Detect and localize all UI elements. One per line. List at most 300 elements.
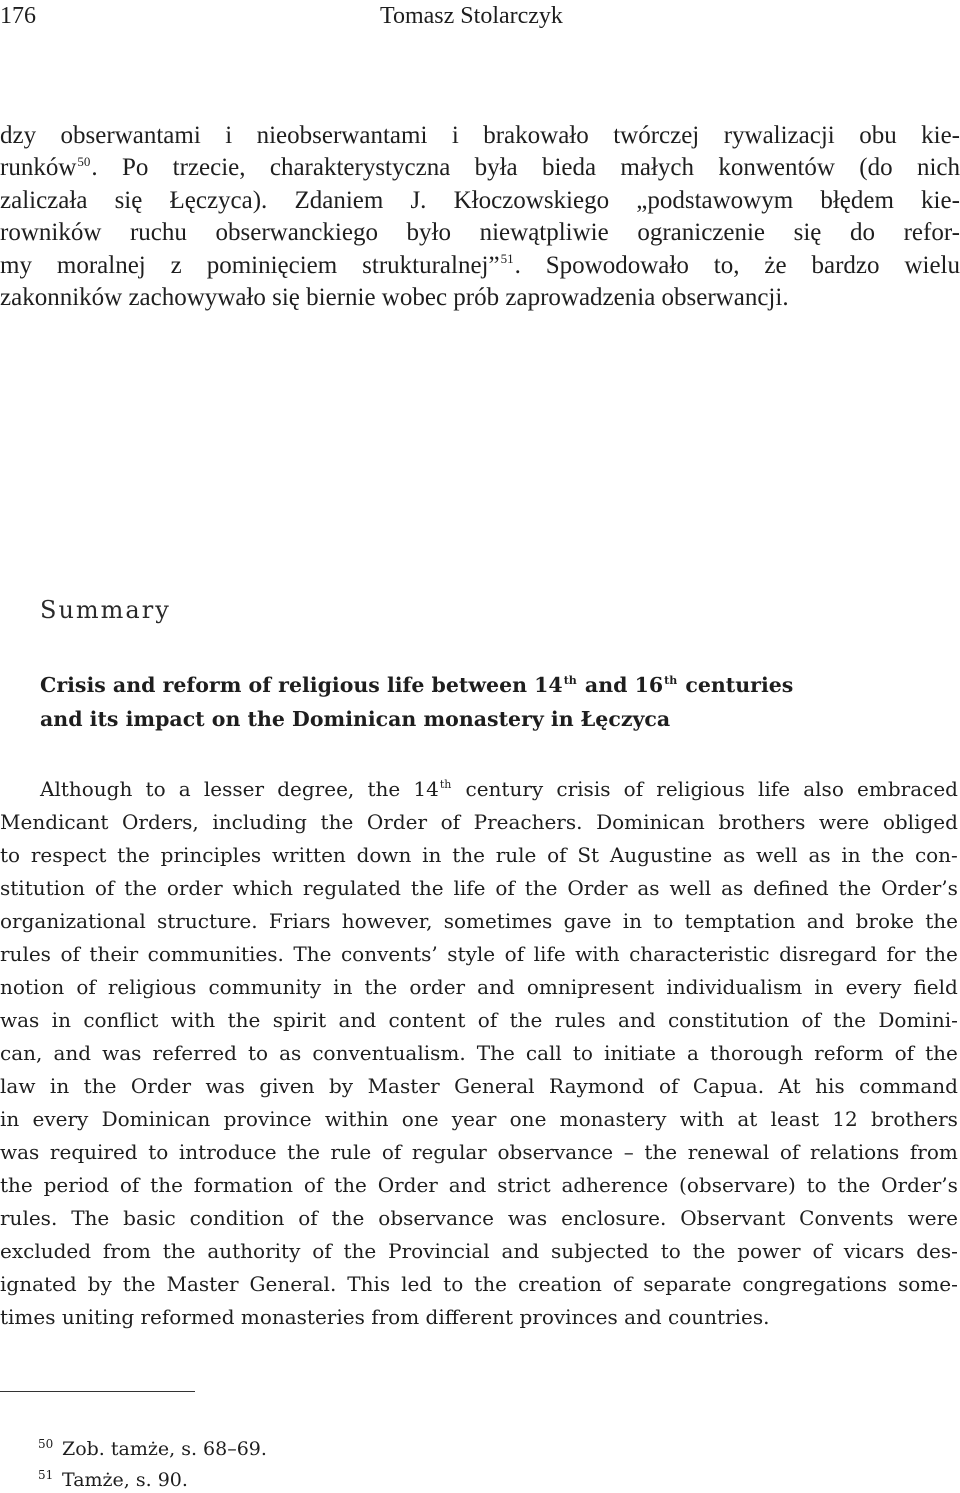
word <box>33 1103 89 1136</box>
word <box>452 1103 497 1136</box>
word-text: the <box>452 843 485 867</box>
word-text: rules <box>0 942 51 966</box>
word <box>527 971 655 1004</box>
word <box>480 217 609 249</box>
word <box>224 1103 312 1136</box>
word <box>643 1268 731 1301</box>
word <box>668 1004 789 1037</box>
word-text: was <box>0 1140 40 1164</box>
word-text: degree, <box>277 777 355 801</box>
word <box>556 773 610 806</box>
word <box>916 1235 958 1268</box>
word <box>908 1202 958 1235</box>
word <box>0 1301 770 1334</box>
word <box>801 1004 820 1037</box>
word-text: the <box>925 1041 958 1065</box>
word-text: of <box>60 942 80 966</box>
word-text: runków <box>0 154 77 182</box>
word-text: Domini- <box>878 1008 958 1032</box>
word-text: obserwanckiego <box>215 219 378 247</box>
word-text: Mendicant <box>0 810 109 834</box>
word-text: . <box>514 251 521 279</box>
word-text: by <box>329 1074 354 1098</box>
word <box>497 1169 551 1202</box>
word-text: the <box>343 1239 377 1263</box>
word <box>269 905 331 938</box>
word <box>483 120 589 152</box>
word-text: the <box>150 1173 183 1197</box>
word-text: of <box>894 1041 915 1065</box>
word <box>333 971 352 1004</box>
word-text: convents’ <box>340 942 438 966</box>
word-text: basic <box>123 1206 176 1230</box>
word <box>50 1070 69 1103</box>
word <box>321 806 354 839</box>
word <box>857 773 958 806</box>
word <box>693 1070 764 1103</box>
word-text: The <box>293 942 332 966</box>
word <box>839 872 872 905</box>
word-text: individualism <box>666 975 803 999</box>
word <box>441 806 460 839</box>
word-text: of <box>298 1206 318 1230</box>
word-text: within <box>324 1107 389 1131</box>
word-text: organizational <box>0 909 146 933</box>
word-text: of <box>547 843 567 867</box>
word-text: pominięciem <box>206 251 338 279</box>
word-text: given <box>259 1074 315 1098</box>
word-text: con- <box>914 843 958 867</box>
summary-title-line-1: Crisis and reform of religious life between 14th and 16th centuries <box>40 673 794 697</box>
word <box>653 905 673 938</box>
word <box>629 938 769 971</box>
word <box>163 1235 196 1268</box>
word <box>334 1169 367 1202</box>
word-text: well <box>755 843 798 867</box>
word <box>60 938 79 971</box>
word-text: field <box>913 975 958 999</box>
word-text: in <box>814 975 834 999</box>
word-text: ignated <box>0 1272 77 1296</box>
word <box>389 1004 466 1037</box>
word-text: the <box>334 1173 367 1197</box>
word-text: kie- <box>921 186 960 214</box>
word-text: of <box>303 1173 324 1197</box>
word-text: as <box>637 876 660 900</box>
text-line <box>0 905 958 938</box>
word-text: z <box>170 251 182 279</box>
word-text: crisis <box>556 777 611 801</box>
word-text: Order’s <box>881 1173 958 1197</box>
word <box>497 1136 613 1169</box>
word <box>0 1202 57 1235</box>
word <box>347 1268 390 1301</box>
text-line <box>0 152 960 184</box>
word <box>636 185 793 217</box>
word <box>122 806 199 839</box>
word-text: to <box>148 1140 169 1164</box>
word-text: in <box>841 843 861 867</box>
word-text: from <box>102 1239 151 1263</box>
word-text: led <box>401 1272 433 1296</box>
word-text: thorough <box>709 1041 804 1065</box>
word-text: Observant <box>680 1206 786 1230</box>
word-text: which <box>232 876 293 900</box>
word-text: regular <box>411 1140 487 1164</box>
word-text: relations <box>809 1140 900 1164</box>
word <box>83 1004 158 1037</box>
word-text: of <box>658 1074 679 1098</box>
word-text: refor- <box>903 219 960 247</box>
word <box>325 1103 389 1136</box>
word <box>551 1235 649 1268</box>
word <box>331 1136 372 1169</box>
word <box>881 872 958 905</box>
word <box>812 1235 831 1268</box>
word-text: style <box>447 942 496 966</box>
word-text: – <box>623 1140 634 1164</box>
text-line <box>0 1301 958 1334</box>
word <box>917 152 960 184</box>
word-text: respect <box>30 843 107 867</box>
word <box>273 1004 326 1037</box>
word-text: J. <box>410 186 427 214</box>
word <box>402 1103 439 1136</box>
word <box>250 1268 337 1301</box>
word-text: were <box>818 810 870 834</box>
word <box>780 1136 799 1169</box>
word <box>88 1268 112 1301</box>
word <box>534 938 566 971</box>
word <box>803 773 844 806</box>
word <box>169 185 267 217</box>
word-text: can, <box>0 1041 43 1065</box>
word-text: moralnej <box>56 251 146 279</box>
word <box>618 1004 656 1037</box>
word-text: conflict <box>83 1008 159 1032</box>
word <box>378 1202 494 1235</box>
word-text: and <box>618 1008 656 1032</box>
word-text: wielu <box>904 251 960 279</box>
word-text: Order’s <box>881 876 958 900</box>
word-text: do <box>850 219 875 247</box>
running-head-author: Tomasz Stolarczyk <box>380 3 563 29</box>
word-text: the <box>871 843 905 867</box>
word-text: ruchu <box>129 219 187 247</box>
word-text: formation <box>193 1173 293 1197</box>
word <box>277 773 354 806</box>
text-line <box>0 1103 958 1136</box>
word <box>737 1103 757 1136</box>
word-text: się <box>114 186 143 214</box>
word-text: gave <box>563 909 612 933</box>
word-text: with <box>575 942 620 966</box>
word <box>206 1070 245 1103</box>
word-text: to <box>653 909 674 933</box>
word <box>148 938 284 971</box>
word-text: Kłoczowskiego <box>453 186 610 214</box>
word <box>76 971 95 1004</box>
word-text: life <box>758 777 791 801</box>
word-text: konwentów <box>718 154 835 182</box>
word <box>454 185 610 217</box>
word-text: his <box>815 1074 845 1098</box>
word <box>710 1037 803 1070</box>
word <box>131 1070 191 1103</box>
word-text: condition <box>189 1206 285 1230</box>
word <box>0 217 101 249</box>
word-text: communities. <box>147 942 284 966</box>
word <box>341 938 438 971</box>
page-number: 176 <box>0 3 36 29</box>
word <box>148 1136 168 1169</box>
word <box>294 185 383 217</box>
word-text: embraced <box>857 777 958 801</box>
word <box>449 1169 487 1202</box>
word-text: the <box>287 1140 320 1164</box>
word <box>659 1070 678 1103</box>
word-text: of <box>94 876 115 900</box>
word-text: 12 <box>832 1107 858 1131</box>
word-text: of <box>623 777 644 801</box>
word-text: że <box>764 251 787 279</box>
word-text: some- <box>898 1272 958 1296</box>
word-text: the <box>925 942 958 966</box>
word <box>407 217 451 249</box>
word-text: błędem <box>820 186 894 214</box>
word <box>412 1136 487 1169</box>
word-text: was <box>507 1206 548 1230</box>
word <box>447 938 495 971</box>
word <box>303 872 401 905</box>
word <box>758 773 790 806</box>
word-text: the <box>331 1206 365 1230</box>
word-text: rule <box>330 1140 372 1164</box>
word <box>714 250 740 282</box>
word <box>904 217 960 249</box>
text-line <box>0 1202 958 1235</box>
text-line <box>0 971 958 1004</box>
word-text: brothers <box>870 1107 958 1131</box>
word-text: (observare) <box>679 1173 796 1197</box>
word <box>365 971 398 1004</box>
word <box>613 1268 632 1301</box>
word-text: power <box>737 1239 801 1263</box>
word <box>895 1037 914 1070</box>
word-text: the <box>124 876 157 900</box>
word <box>883 806 958 839</box>
word <box>304 1169 323 1202</box>
word-text: St <box>577 843 600 867</box>
word-text: also <box>803 777 844 801</box>
word-text: down <box>356 843 412 867</box>
word-text: with <box>679 1107 725 1131</box>
word-text: the <box>509 1008 543 1032</box>
word-text: as <box>723 843 746 867</box>
word-text: in <box>622 909 642 933</box>
word <box>620 152 694 184</box>
word <box>179 1136 277 1169</box>
word-text: strukturalnej” <box>362 251 500 279</box>
word <box>179 773 191 806</box>
word-text: (do <box>859 154 893 182</box>
word-text: the <box>524 876 558 900</box>
word-text: and <box>448 1173 487 1197</box>
word <box>771 1103 819 1136</box>
word <box>444 905 553 938</box>
word <box>272 839 346 872</box>
word <box>422 839 441 872</box>
word-text: separate <box>643 1272 732 1296</box>
word <box>624 773 643 806</box>
word <box>508 1202 547 1235</box>
word-text: command <box>859 1074 958 1098</box>
word-text: and <box>338 1008 377 1032</box>
word-text: obu <box>859 122 897 149</box>
word <box>329 1070 353 1103</box>
word <box>833 1004 866 1037</box>
word-text: Order <box>130 1074 192 1098</box>
word-text: conventualism. <box>312 1041 466 1065</box>
word <box>560 1103 667 1136</box>
word-text: the <box>320 810 354 834</box>
text-line <box>0 217 960 249</box>
word <box>721 872 743 905</box>
word <box>89 938 138 971</box>
word <box>443 1268 463 1301</box>
word <box>115 185 143 217</box>
word <box>567 872 627 905</box>
word <box>194 1169 293 1202</box>
word <box>207 250 338 282</box>
word-text: was <box>102 1041 142 1065</box>
word <box>150 1169 183 1202</box>
word <box>661 1235 681 1268</box>
word <box>259 1070 314 1103</box>
word <box>40 773 132 806</box>
word-text: rowników <box>0 219 102 247</box>
word-text: and <box>53 1041 92 1065</box>
text-line <box>0 250 960 282</box>
word-text: adherence <box>561 1173 669 1197</box>
word <box>820 185 894 217</box>
word <box>84 1070 117 1103</box>
word <box>0 185 87 217</box>
word <box>216 217 378 249</box>
word-text: creation <box>517 1272 602 1296</box>
word <box>0 938 51 971</box>
word-text: content <box>388 1008 466 1032</box>
word-text: was <box>205 1074 245 1098</box>
word <box>871 1103 958 1136</box>
word-text: year <box>451 1107 497 1131</box>
word-text: zaliczała <box>0 186 88 214</box>
word <box>478 1004 497 1037</box>
word-text: Order <box>377 1173 438 1197</box>
word <box>120 1169 139 1202</box>
word-text: for <box>886 942 916 966</box>
word <box>819 806 869 839</box>
word <box>685 905 796 938</box>
word <box>814 971 833 1004</box>
word <box>452 839 485 872</box>
word <box>0 1070 35 1103</box>
word <box>0 1235 91 1268</box>
word <box>0 1136 39 1169</box>
word-text: to <box>247 1041 269 1065</box>
word <box>808 839 830 872</box>
word-text: the <box>644 1140 678 1164</box>
word <box>287 1136 320 1169</box>
word <box>669 872 711 905</box>
word <box>452 120 459 152</box>
word <box>171 250 182 282</box>
word-text: subjected <box>550 1239 649 1263</box>
word-text: written <box>271 843 346 867</box>
word-text: the <box>838 876 872 900</box>
word <box>753 872 829 905</box>
word <box>466 773 544 806</box>
word-text: Master <box>367 1074 440 1098</box>
word <box>95 872 114 905</box>
word <box>794 217 822 249</box>
word-text: Augustine <box>609 843 713 867</box>
word <box>637 872 659 905</box>
word-text: one <box>401 1107 439 1131</box>
word <box>339 1004 377 1037</box>
text-line <box>0 1169 958 1202</box>
word <box>624 1136 634 1169</box>
word-text: brakowało <box>483 122 589 149</box>
word <box>610 839 712 872</box>
word-text: life <box>533 942 566 966</box>
word <box>130 217 187 249</box>
word-text: brothers <box>718 810 806 834</box>
word-text: to <box>0 843 21 867</box>
text-line <box>0 806 958 839</box>
word <box>510 1004 543 1037</box>
word-text: „podstawowym <box>636 186 794 214</box>
text-line <box>0 1268 958 1301</box>
word <box>102 1037 141 1070</box>
word <box>270 152 450 184</box>
word <box>279 1037 301 1070</box>
word <box>61 120 201 152</box>
word <box>814 1037 883 1070</box>
word <box>0 872 85 905</box>
word <box>123 1268 156 1301</box>
word-text: Raymond <box>549 1074 645 1098</box>
word-text: renewal <box>687 1140 770 1164</box>
word <box>0 152 98 184</box>
word-text: Łęczyca). <box>169 186 268 214</box>
word <box>342 905 433 938</box>
word <box>832 1103 857 1136</box>
word-text: General. <box>249 1272 337 1296</box>
text-line <box>0 1004 958 1037</box>
word-text: Preachers. <box>473 810 583 834</box>
word-text: times uniting reformed monasteries from different provinces and countries. <box>0 1305 770 1329</box>
word <box>878 1004 957 1037</box>
word-text: the <box>227 1008 261 1032</box>
word-text: in <box>422 843 442 867</box>
word <box>212 806 307 839</box>
word-text: order <box>409 975 466 999</box>
word <box>257 120 428 152</box>
word <box>453 872 485 905</box>
word <box>756 839 798 872</box>
word-text: bieda <box>541 154 597 182</box>
